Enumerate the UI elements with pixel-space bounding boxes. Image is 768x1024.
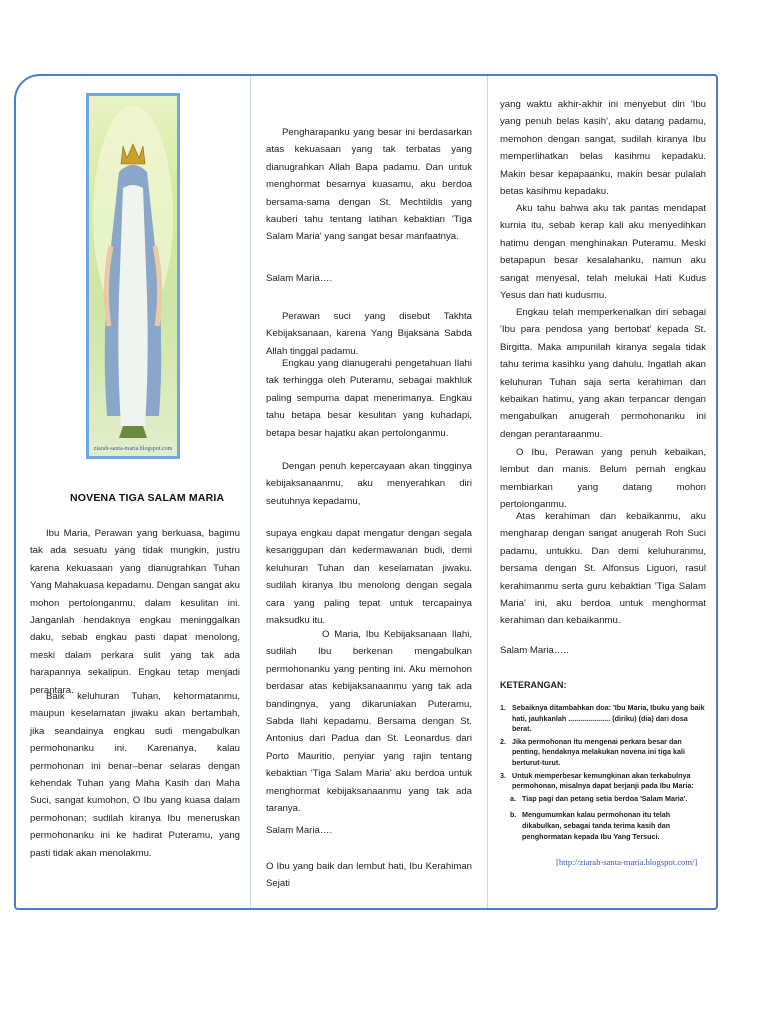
paragraph: Pengharapanku yang besar ini berdasarkan atas kekuasaan yang tak terbatas yang dianugrahkan Allah Bapa padamu. Dan untuk menghormat besarnya kuasamu, aku berdoa bersama-sama dengan St. Mechtildis yang kauberi tahu tentang latihan kebaktian 'Tiga Salam Maria' yang sangat besar manfaatnya. [266,127,472,243]
paragraph: O Ibu yang baik dan lembut hati, Ibu Kerahiman Sejati [266,861,472,890]
paragraph: supaya engkau dapat mengatur dengan segala kesanggupan dan kedermawanan budi, demi keluhuran Tuhan dan keselamatan jiwaku. sudilah kiranya Ibu menolong dengan segala cara yang paling tepat untuk tercapainya maksudku itu. [266,528,472,627]
paragraph: Dengan penuh kepercayaan akan tingginya kebijaksanaanmu, aku menyerahkan diri seutuhnya kepadamu, [266,461,472,507]
list-item: 3. Untuk memperbesar kemungkinan akan terkabulnya permohonan, misalnya dapat berjanji pada Ibu Maria: [500,770,694,791]
novena-title: NOVENA TIGA SALAM MARIA [70,492,225,504]
paragraph: Engkau telah memperkenalkan diri sebagai 'Ibu para pendosa yang bertobat' kepada St. Birgitta. Maka ampunilah kiranya segala tidak tahu terima kasihku yang dahulu. Ingatlah akan keluhuran Tuhan saja serta kerahiman dan kebaikan hatimu, yang akan terpancar dengan mengabulkan anugerah permohonanku ini dengan perantaraanmu. [500,307,706,440]
column-divider-left [250,76,251,908]
salam-maria: Salam Maria…. [266,825,333,836]
salam-maria: Salam Maria….. [500,645,569,656]
list-item: 1. Sebaiknya ditambahkan doa: 'Ibu Maria, Ibuku yang baik hati, jauhkanlah ..................... (diriku) (dia) dari dosa berat. [500,703,705,734]
image-caption: ziarah-santa-maria.blogspot.com [93,446,173,452]
paragraph: O Ibu, Perawan yang penuh kebaikan, lembut dan manis. Belum pernah engkau membiarkan yang datang mohon pertolonganmu. [500,447,706,511]
paragraph: Aku tahu bahwa aku tak pantas mendapat kurnia itu, sebab kerap kali aku menyedihkan hatimu dengan menghinakan Puteramu. Meski betapapun besar kesalahanku, namun aku sangat menyesal, telah melukai Hati Kudus Yesus dan hati kudusmu. [500,203,706,302]
paragraph: O Maria, Ibu Kebijaksanaan Ilahi, sudilah Ibu berkenan mengabulkan permohonanku yang penting ini. Aku memohon berdasar atas kebijaksanaanmu yang tak ada bandingnya, yang dikaruniakan Puteramu, Sabda Ilahi kepadamu. Bersama dengan St. Antonius dari Padua dan St. Leonardus dari Porto Mauritio, penyiar yang rajin tentang kebaktian 'Tiga Salam Maria' aku berdoa untuk menghormat kebijaksanaanmu yang tak ada taranya. [266,629,472,815]
paragraph: Atas kerahiman dan kebaikanmu, aku mengharap dengan sangat anugerah Roh Suci padamu, untukku. Dan demi keluhuranmu, bersama dengan St. Alfonsus Liguori, rasul kerahimanmu serta guru kebaktian 'Tiga Salam Maria' ini, aku berdoa untuk menghormat kerahiman dan kebaikanmu. [500,511,706,627]
paragraph: Engkau yang dianugerahi pengetahuan Ilahi tak terhingga oleh Puteramu, sebagai makhluk paling sempurna dapat menerimanya. Engkau tahu betapa besar kesulitan yang kuhadapi, betapa besar hajatku akan pertolonganmu. [266,358,472,439]
keterangan-list [500,703,708,844]
paragraph: Ibu Maria, Perawan yang berkuasa, bagimu tak ada sesuatu yang tidak mungkin, justru karena kekuasaan yang dianugrahkan Tuhan Yang Mahakuasa kepadamu. Dengan sangat aku mohon pertolonganmu, dalam kesulitan ini. Janganlah hendaknya engkau meninggalkan daku, sebab engkau pasti dapat menolong, meski dalam perkara sulit yang tak ada harapannya sekalipun. Engkau tetap menjadi perantara. [30,528,240,696]
mary-image [86,93,180,459]
list-item: b. Mengumumkan kalau permohonan itu telah dikabulkan, sebagai tanda terima kasih dan penghormatan kepada Ibu Yang Tersuci. [510,810,671,841]
list-item: 2. Jika permohonan itu mengenai perkara besar dan penting, hendaknya melakukan novena ini tiga kali berturut-turut. [500,736,685,767]
paragraph: Perawan suci yang disebut Takhta Kebijaksanaan, karena Yang Bijaksana Sabda Allah tinggal padamu. [266,311,472,357]
virgin-mary-illustration [89,96,177,456]
source-link[interactable]: [http://ziarah-santa-maria.blogspot.com/] [556,857,698,867]
paragraph: Baik keluhuran Tuhan, kehormatanmu, maupun keselamatan jiwaku akan bertambah, jika seandainya engkau sudi mengabulkan permohonanku ini. Karenanya, kalau permohonan ini benar–benar selaras dengan kehendak Tuhan yang Maha Kasih dan Maha Suci, sangat kumohon, O Ibu yang kuasa dalam permohonan; sudilah kiranya Ibu meneruskan permohonanku ini ke hadirat Puteramu, yang pasti tidak akan menolakmu. [30,691,240,859]
column-divider-right [487,76,488,908]
keterangan-heading: KETERANGAN: [500,680,567,690]
paragraph: yang waktu akhir-akhir ini menyebut diri 'Ibu yang penuh belas kasih', aku datang padamu, memohon dengan sangat, sudilah kiranya Ibu memperlihatkan belas kasihmu kepadaku. Makin besar kepapaanku, makin besar pulalah betas kasihmu kepadaku. [500,99,706,198]
list-item: a. Tiap pagi dan petang setia berdoa 'Salam Maria'. [510,793,688,803]
salam-maria: Salam Maria…. [266,273,333,284]
